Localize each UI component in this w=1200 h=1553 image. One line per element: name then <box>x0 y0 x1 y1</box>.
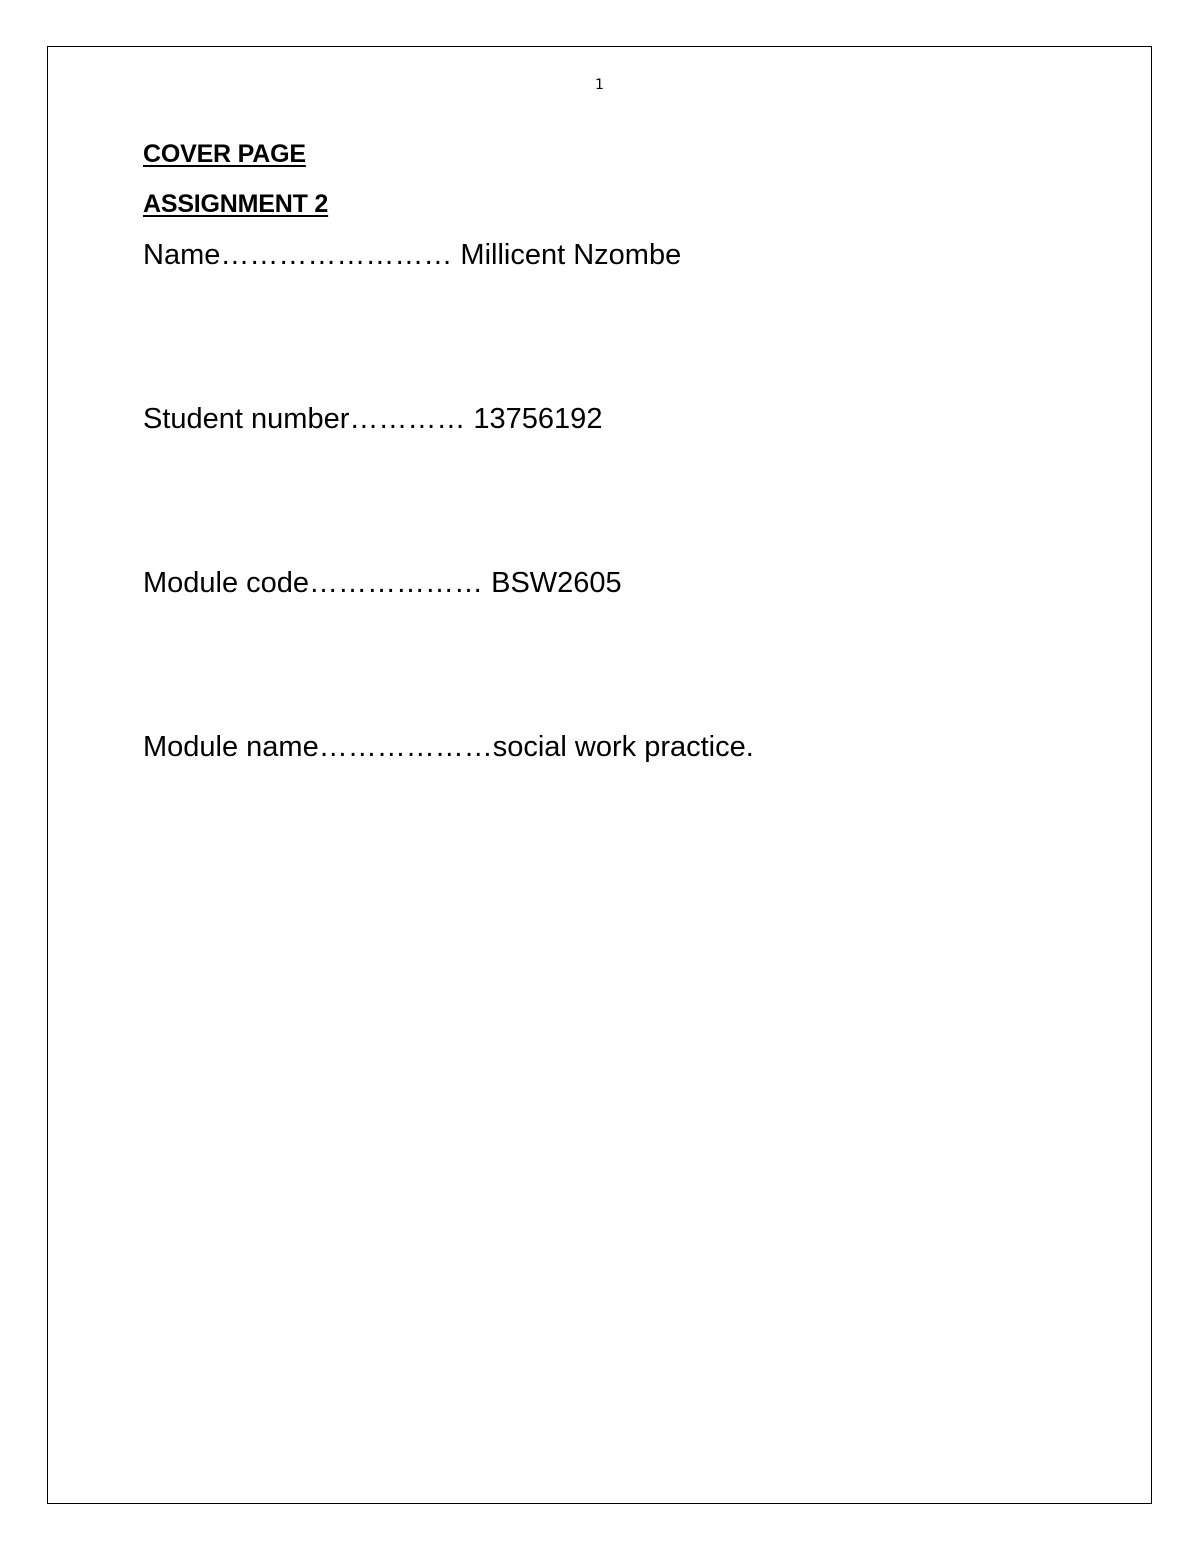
assignment-heading: ASSIGNMENT 2 <box>143 190 329 218</box>
module-name-value: social work practice. <box>492 731 754 763</box>
module-code-value: BSW2605 <box>483 567 622 599</box>
cover-page-heading: COVER PAGE <box>143 140 306 168</box>
student-number-value: 13756192 <box>465 403 603 435</box>
document-page <box>47 46 1152 1504</box>
module-code-label: Module code……………… <box>143 567 484 599</box>
module-name-label: Module name……………… <box>143 731 493 763</box>
name-value: Millicent Nzombe <box>452 239 682 271</box>
name-field <box>143 237 1043 273</box>
student-number-field <box>143 401 1043 437</box>
student-number-label: Student number………… <box>143 403 466 435</box>
module-name-field <box>143 729 1043 765</box>
name-label: Name…………………… <box>143 239 453 271</box>
page-number: 1 <box>595 77 604 93</box>
cover-content <box>143 139 1043 765</box>
module-code-field <box>143 565 1043 601</box>
